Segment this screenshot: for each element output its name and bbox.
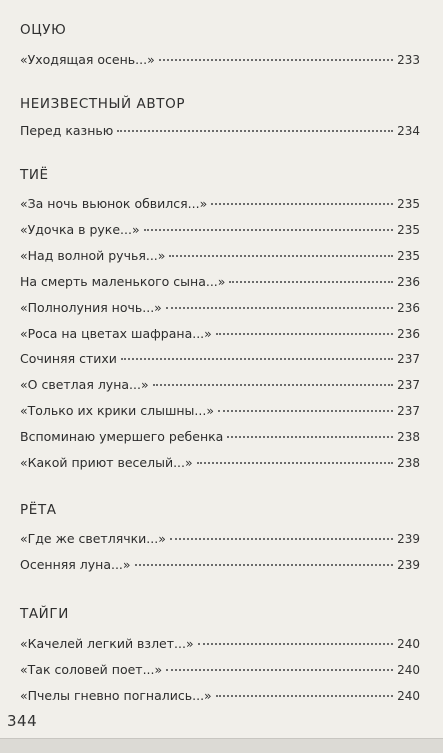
entry-title: Вспоминаю умершего ребенка bbox=[20, 429, 224, 444]
dot-leader bbox=[197, 461, 393, 464]
entry-title: Осенняя луна...» bbox=[20, 557, 131, 572]
entry-page: 236 bbox=[397, 327, 420, 341]
author-heading: НЕИЗВЕСТНЫЙ АВТОР bbox=[20, 96, 186, 112]
entry-page: 233 bbox=[397, 53, 420, 67]
dot-leader bbox=[198, 642, 393, 645]
entry-page: 236 bbox=[397, 301, 420, 315]
entry-title: На смерть маленького сына...» bbox=[20, 274, 226, 289]
dot-leader bbox=[169, 254, 393, 257]
entry-page: 238 bbox=[397, 430, 420, 444]
page-number: 344 bbox=[7, 712, 38, 730]
entry-page: 235 bbox=[397, 197, 420, 211]
entry-page: 240 bbox=[397, 637, 420, 651]
dot-leader bbox=[135, 563, 394, 566]
dot-leader bbox=[218, 409, 393, 412]
dot-leader bbox=[117, 129, 393, 132]
entry-title: «О светлая луна...» bbox=[20, 377, 149, 392]
toc-entry bbox=[20, 123, 420, 138]
entry-title: «Полнолуния ночь...» bbox=[20, 300, 162, 315]
entry-page: 234 bbox=[397, 124, 420, 138]
author-heading: ТИЁ bbox=[20, 167, 49, 183]
entry-page: 237 bbox=[397, 378, 420, 392]
dot-leader bbox=[159, 58, 393, 61]
entry-page: 240 bbox=[397, 689, 420, 703]
toc-entry bbox=[20, 429, 420, 444]
entry-page: 239 bbox=[397, 532, 420, 546]
author-heading: РЁТА bbox=[20, 502, 57, 518]
entry-title: «Роса на цветах шафрана...» bbox=[20, 326, 212, 341]
entry-page: 235 bbox=[397, 249, 420, 263]
toc-entry bbox=[20, 52, 420, 67]
entry-page: 240 bbox=[397, 663, 420, 677]
entry-page: 236 bbox=[397, 275, 420, 289]
toc-entry bbox=[20, 274, 420, 289]
dot-leader bbox=[216, 332, 393, 335]
entry-page: 239 bbox=[397, 558, 420, 572]
toc-entry bbox=[20, 688, 420, 703]
entry-title: «Только их крики слышны...» bbox=[20, 403, 214, 418]
entry-title: «Уходящая осень...» bbox=[20, 52, 155, 67]
toc-entry bbox=[20, 662, 420, 677]
entry-title: «Пчелы гневно погнались...» bbox=[20, 688, 212, 703]
dot-leader bbox=[227, 435, 393, 438]
entry-title: Перед казнью bbox=[20, 123, 114, 138]
dot-leader bbox=[216, 694, 393, 697]
page-edge bbox=[0, 738, 443, 753]
dot-leader bbox=[166, 306, 393, 309]
entry-page: 237 bbox=[397, 404, 420, 418]
toc-entry bbox=[20, 351, 420, 366]
toc-entry bbox=[20, 531, 420, 546]
dot-leader bbox=[121, 357, 393, 360]
entry-title: «Какой приют веселый...» bbox=[20, 455, 193, 470]
entry-page: 238 bbox=[397, 456, 420, 470]
entry-page: 235 bbox=[397, 223, 420, 237]
entry-title: Сочиняя стихи bbox=[20, 351, 117, 366]
author-heading: ОЦУЮ bbox=[20, 22, 67, 38]
dot-leader bbox=[170, 537, 393, 540]
toc-entry bbox=[20, 557, 420, 572]
dot-leader bbox=[166, 668, 393, 671]
entry-title: «За ночь вьюнок обвился...» bbox=[20, 196, 208, 211]
entry-title: «Так соловей поет...» bbox=[20, 662, 163, 677]
toc-entry bbox=[20, 196, 420, 211]
entry-title: «Качелей легкий взлет...» bbox=[20, 636, 194, 651]
toc-entry bbox=[20, 403, 420, 418]
dot-leader bbox=[229, 280, 393, 283]
toc-entry bbox=[20, 326, 420, 341]
toc-entry bbox=[20, 636, 420, 651]
toc-entry bbox=[20, 377, 420, 392]
entry-title: «Удочка в руке...» bbox=[20, 222, 140, 237]
entry-title: «Где же светлячки...» bbox=[20, 531, 166, 546]
dot-leader bbox=[144, 228, 393, 231]
entry-title: «Над волной ручья...» bbox=[20, 248, 166, 263]
toc-entry bbox=[20, 248, 420, 263]
author-heading: ТАЙГИ bbox=[20, 606, 69, 622]
entry-page: 237 bbox=[397, 352, 420, 366]
toc-entry bbox=[20, 455, 420, 470]
toc-entry bbox=[20, 222, 420, 237]
dot-leader bbox=[211, 202, 393, 205]
dot-leader bbox=[153, 383, 393, 386]
toc-entry bbox=[20, 300, 420, 315]
